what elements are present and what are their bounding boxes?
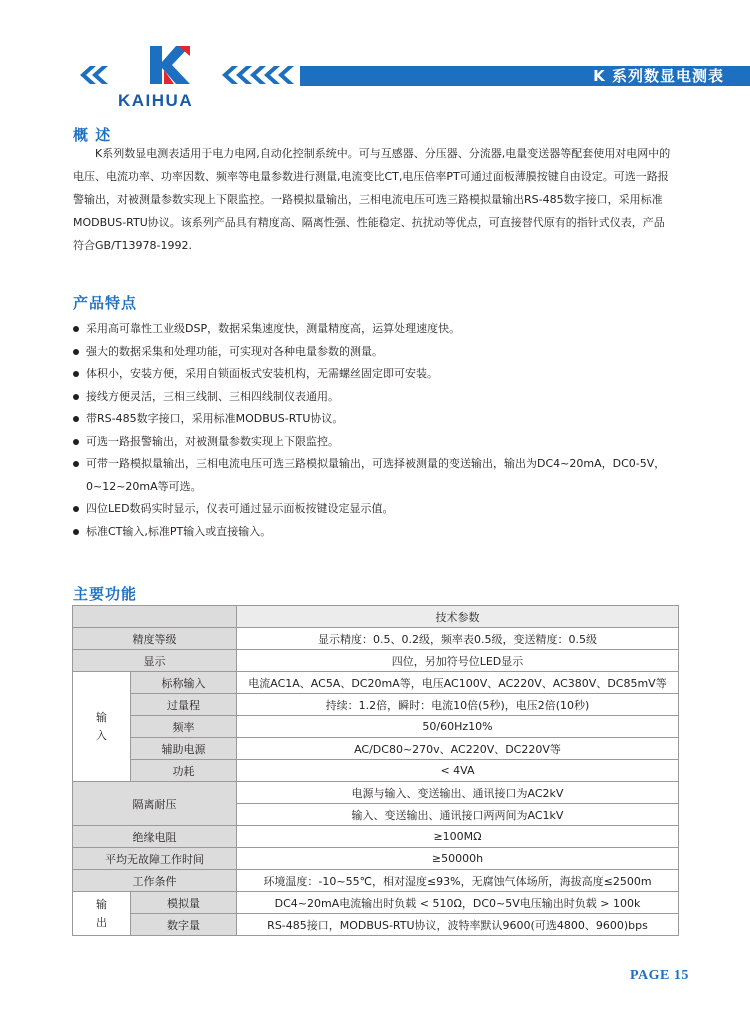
table-row [73,892,679,914]
table-row [73,848,679,870]
chevron-left-icon [222,66,302,84]
table-header: 技术参数 [237,606,679,628]
chevron-left-icon [80,66,110,84]
list-item: 标准CT输入,标准PT输入或直接输入。 [73,521,693,544]
logo-text: KAIHUA [118,91,194,110]
bullet-icon [73,349,79,355]
overview-line: 符合GB/T13978-1992. [73,239,192,252]
row-value: 四位，另加符号位LED显示 [237,650,679,672]
overview-line: 警输出，对被测量参数实现上下限监控。一路模拟量输出，三相电流电压可选三路模拟量输出RS-485数字接口，采用标准 [73,193,663,206]
overview-line: 电压、电流功率、功率因数、频率等电量参数进行测量,电流变比CT,电压倍率PT可通过面板薄膜按键自由设定。可选一路报 [73,170,669,183]
table-row [73,716,679,738]
list-item: 接线方便灵活，三相三线制、三相四线制仪表通用。 [73,386,693,409]
overview-heading: 概 述 [73,126,112,144]
spec-table [72,605,679,936]
bullet-icon [73,394,79,400]
list-item: 四位LED数码实时显示，仪表可通过显示面板按键设定显示值。 [73,498,693,521]
row-label: 过量程 [131,694,237,716]
table-row [73,672,679,694]
row-value: 环境温度：-10~55℃，相对湿度≤93%，无腐蚀气体场所，海拔高度≤2500m [237,870,679,892]
page-title: K 系列数显电测表 [593,67,724,85]
row-label: 工作条件 [73,870,237,892]
table-row [73,782,679,804]
row-value: RS-485接口，MODBUS-RTU协议，波特率默认9600(可选4800、9600)bps [237,914,679,936]
row-label: 标称输入 [131,672,237,694]
table-row [73,760,679,782]
row-label: 隔离耐压 [73,782,237,826]
row-value: 显示精度：0.5、0.2级，频率表0.5级，变送精度：0.5级 [237,628,679,650]
row-label: 绝缘电阻 [73,826,237,848]
row-value: < 4VA [237,760,679,782]
features-heading: 产品特点 [73,294,138,312]
row-label: 模拟量 [131,892,237,914]
bullet-icon [73,416,79,422]
features-list [73,318,693,543]
list-item: 可选一路报警输出，对被测量参数实现上下限监控。 [73,431,693,454]
list-item: 可带一路模拟量输出，三相电流电压可选三路模拟量输出，可选择被测量的变送输出，输出为DC4~20mA，DC0-5V， 0~12~20mA等可选。 [73,453,693,498]
row-label: 平均无故障工作时间 [73,848,237,870]
functions-heading: 主要功能 [73,585,138,603]
row-value: DC4~20mA电流输出时负载 < 510Ω，DC0~5V电压输出时负载 > 100k [237,892,679,914]
table-row [73,606,679,628]
list-item: 体积小，安装方便，采用自锁面板式安装机构，无需螺丝固定即可安装。 [73,363,693,386]
list-item: 带RS-485数字接口，采用标准MODBUS-RTU协议。 [73,408,693,431]
bullet-icon [73,461,79,467]
table-row [73,694,679,716]
row-value: 输入、变送输出、通讯接口两两间为AC1kV [237,804,679,826]
input-group-label: 输 入 [73,672,131,782]
table-row [73,870,679,892]
row-label: 频率 [131,716,237,738]
table-row [73,738,679,760]
row-value: 电源与输入、变送输出、通讯接口为AC2kV [237,782,679,804]
row-value: 50/60Hz10% [237,716,679,738]
list-item: 强大的数据采集和处理功能，可实现对各种电量参数的测量。 [73,341,693,364]
table-row [73,914,679,936]
output-group-label: 输 出 [73,892,131,936]
bullet-icon [73,529,79,535]
table-header-blank [73,606,237,628]
table-row [73,650,679,672]
bullet-icon [73,326,79,332]
page-number: PAGE 15 [630,968,689,983]
table-row [73,628,679,650]
bullet-icon [73,506,79,512]
overview-paragraph [73,142,685,257]
row-label: 辅助电源 [131,738,237,760]
row-value: ≥100MΩ [237,826,679,848]
row-value: 持续：1.2倍，瞬时：电流10倍(5秒)，电压2倍(10秒) [237,694,679,716]
bullet-icon [73,439,79,445]
row-value: 电流AC1A、AC5A、DC20mA等，电压AC100V、AC220V、AC380V、DC85mV等 [237,672,679,694]
row-label: 数字量 [131,914,237,936]
overview-line: K系列数显电测表适用于电力电网,自动化控制系统中。可与互感器、分压器、分流器,电量变送器等配套使用对电网中的 [95,147,671,160]
overview-line: MODBUS-RTU协议。该系列产品具有精度高、隔离性强、性能稳定、抗扰动等优点，可直接替代原有的指针式仪表，产品 [73,216,665,229]
row-label: 功耗 [131,760,237,782]
row-label: 精度等级 [73,628,237,650]
kaihua-logo-icon [148,44,192,86]
row-value: ≥50000h [237,848,679,870]
table-row [73,826,679,848]
row-label: 显示 [73,650,237,672]
list-item: 采用高可靠性工业级DSP，数据采集速度快，测量精度高，运算处理速度快。 [73,318,693,341]
bullet-icon [73,371,79,377]
row-value: AC/DC80~270v、AC220V、DC220V等 [237,738,679,760]
